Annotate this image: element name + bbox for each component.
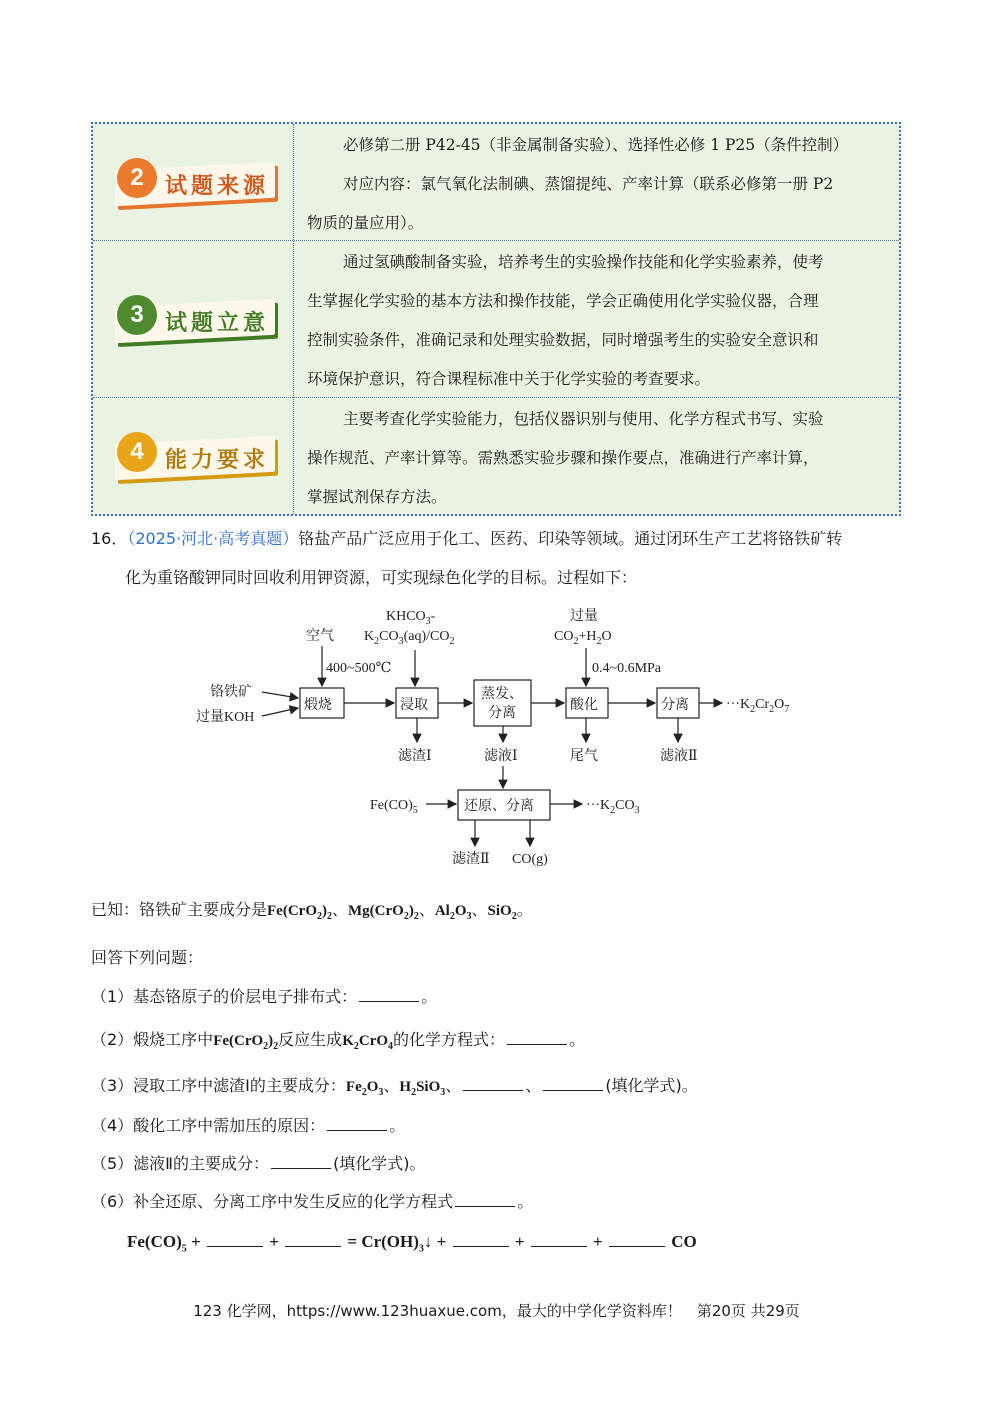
air-label: 空气	[306, 629, 334, 644]
part-2-text: 的化学方程式：	[393, 1030, 506, 1049]
formula-h2sio3: $H_2SiO_3$	[399, 1079, 446, 1098]
source-text	[307, 126, 891, 243]
period: 。	[389, 1116, 406, 1135]
filtrate2-label: 滤液Ⅱ	[660, 749, 698, 764]
separator: 、	[383, 1076, 400, 1095]
separator: 、	[471, 900, 488, 919]
text-line: 掌握试剂保存方法。	[307, 488, 447, 506]
excess-label: 过量	[570, 609, 598, 624]
formula-sio2: SiO$_2$	[487, 903, 517, 922]
answer-blank[interactable]	[455, 1192, 515, 1207]
answer-blank[interactable]	[507, 1030, 567, 1045]
period: 。	[517, 1192, 534, 1211]
badge-number: 3	[117, 295, 157, 335]
part-2-text: 反应生成	[278, 1030, 343, 1049]
text-line: 必修第二册 P42-45（非金属制备实验）、选择性必修 1 P25（条件控制）	[343, 136, 849, 154]
filtrate1-label: 滤液Ⅰ	[484, 749, 518, 764]
answer-intro: 回答下列问题：	[91, 948, 204, 967]
part-4	[91, 1113, 405, 1136]
intent-text	[307, 243, 891, 399]
product-k2cr2o7: $\cdot\cdot\cdot K_2Cr_2O_7$	[726, 697, 790, 715]
reduce-label: 还原、分离	[464, 799, 534, 814]
text-line: 主要考查化学实验能力，包括仪器识别与使用、化学方程式书写、实验	[343, 410, 824, 428]
feed-chromite: 铬铁矿	[210, 685, 252, 700]
part-3	[91, 1073, 698, 1098]
period: 。	[516, 900, 533, 919]
formula-mg-cro2-2: $Mg(CrO_2)_2$	[348, 903, 419, 922]
question-stem-line2: 化为重铬酸钾同时回收利用钾资源，可实现绿色化学的目标。过程如下：	[125, 568, 638, 587]
coefficient-blank[interactable]	[609, 1232, 665, 1247]
reagent-label-1: $KHCO_3-$	[386, 609, 436, 627]
answer-blank[interactable]	[359, 987, 419, 1002]
part-5	[91, 1151, 426, 1174]
intent-row	[93, 241, 899, 398]
tailgas-label: 尾气	[570, 749, 598, 764]
question-stem	[91, 526, 842, 549]
coefficient-blank[interactable]	[453, 1232, 509, 1247]
badge-number: 4	[117, 432, 157, 472]
separator: 、	[445, 1076, 462, 1095]
known-line	[91, 897, 533, 922]
question-number: 16．	[91, 529, 128, 548]
separate-label: 分离	[661, 698, 689, 713]
answer-blank[interactable]	[543, 1076, 603, 1091]
period: 。	[421, 987, 438, 1006]
residue2-label: 滤渣Ⅱ	[452, 852, 490, 867]
answer-blank[interactable]	[271, 1154, 331, 1169]
coefficient-blank[interactable]	[207, 1232, 263, 1247]
feco5-label: $Fe(CO)_5$	[370, 798, 418, 816]
acidify-label: 酸化	[570, 698, 598, 713]
exam-info-table	[91, 122, 901, 516]
formula-co: CO	[671, 1232, 697, 1251]
text-line: 控制实验条件，准确记录和处理实验数据，同时增强考生的实验安全意识和	[307, 331, 819, 349]
answer-blank[interactable]	[327, 1116, 387, 1131]
co-gas-label: CO(g)	[512, 852, 548, 867]
formula-k2cro4: $K_2CrO_4$	[342, 1033, 394, 1052]
period: 。	[569, 1030, 586, 1049]
part-1-text: （1）基态铬原子的价层电子排布式：	[91, 987, 358, 1006]
ability-badge	[109, 426, 285, 484]
known-prefix: 已知：铬铁矿主要成分是	[91, 900, 268, 919]
coefficient-blank[interactable]	[285, 1232, 341, 1247]
text-line: 操作规范、产率计算等。需熟悉实验步骤和操作要点，准确进行产率计算，	[307, 449, 819, 467]
separator: 、	[418, 900, 435, 919]
co2-h2o-label: $CO_2+H_2O$	[554, 629, 612, 647]
formula-feco5: $Fe(CO)_5$	[127, 1232, 187, 1255]
part-2	[91, 1027, 585, 1052]
leach-label: 浸取	[400, 698, 428, 713]
formula-fe-cro2-2: $Fe(CrO_2)_2$	[213, 1033, 279, 1052]
calcine-label: 煅烧	[304, 698, 332, 713]
badge-label: 试题立意	[165, 310, 270, 336]
separator: 、	[332, 900, 349, 919]
part-5-text: (填化学式)。	[333, 1154, 426, 1173]
source-badge	[109, 152, 285, 210]
page-footer: 123 化学网，https://www.123huaxue.com，最大的中学化学资料库！ 第20页 共29页	[193, 1302, 800, 1320]
product-k2co3: $\cdot\cdot\cdot K_2CO_3$	[586, 798, 640, 816]
part-2-text: （2）煅烧工序中	[91, 1030, 214, 1049]
formula-fe-cro2-2: $Fe(CrO_2)_2$	[267, 903, 332, 922]
part-1	[91, 984, 437, 1007]
feed-koh: 过量KOH	[196, 710, 255, 725]
text-line: 生掌握化学实验的基本方法和操作技能，学会正确使用化学实验仪器，合理	[307, 292, 819, 310]
badge-number: 2	[117, 158, 157, 198]
temperature-label: 400~500℃	[326, 661, 392, 676]
part-5-text: （5）滤液Ⅱ的主要成分：	[91, 1154, 270, 1173]
text-line: 环境保护意识，符合课程标准中关于化学实验的考查要求。	[307, 370, 711, 388]
separator: 、	[525, 1076, 542, 1095]
part-4-text: （4）酸化工序中需加压的原因：	[91, 1116, 326, 1135]
text-line: 对应内容：氯气氧化法制碘、蒸馏提纯、产率计算（联系必修第一册 P2	[343, 175, 834, 193]
residue1-label: 滤渣Ⅰ	[398, 749, 432, 764]
intent-badge	[109, 289, 285, 347]
part-3-text: (填化学式)。	[605, 1076, 698, 1095]
part-6-text: （6）补全还原、分离工序中发生反应的化学方程式	[91, 1192, 454, 1211]
text-line: 物质的量应用）。	[307, 214, 424, 232]
formula-cr-oh-3: $Cr(OH)_3↓$	[361, 1232, 433, 1255]
stem-text: 铬盐产品广泛应用于化工、医药、印染等领域。通过闭环生产工艺将铬铁矿转	[298, 529, 843, 548]
evap-label-2: 分离	[488, 706, 516, 721]
badge-label: 试题来源	[165, 173, 270, 199]
source-row	[93, 124, 899, 241]
evap-label-1: 蒸发、	[481, 687, 523, 702]
part-3-text: （3）浸取工序中滤渣Ⅰ的主要成分：	[91, 1076, 346, 1095]
ability-row	[93, 398, 899, 514]
ability-text	[307, 400, 891, 517]
question-source[interactable]: （2025·河北·高考真题）	[127, 529, 299, 548]
formula-fe2o3: $Fe_2O_3$	[345, 1079, 384, 1098]
reagent-label-2: $K_2CO_3(aq)/CO_2$	[364, 629, 455, 647]
answer-blank[interactable]	[463, 1076, 523, 1091]
process-flow-diagram	[190, 600, 810, 870]
pressure-label: 0.4~0.6MPa	[592, 661, 662, 676]
badge-label: 能力要求	[165, 447, 270, 473]
coefficient-blank[interactable]	[531, 1232, 587, 1247]
reduction-equation: $Fe(CO)_5$ + + = $Cr(OH)_3↓$ + + + CO	[127, 1232, 697, 1255]
formula-al2o3: $Al_2O_3$	[434, 903, 472, 922]
text-line: 通过氢碘酸制备实验，培养考生的实验操作技能和化学实验素养，使考	[343, 253, 824, 271]
part-6	[91, 1189, 533, 1212]
